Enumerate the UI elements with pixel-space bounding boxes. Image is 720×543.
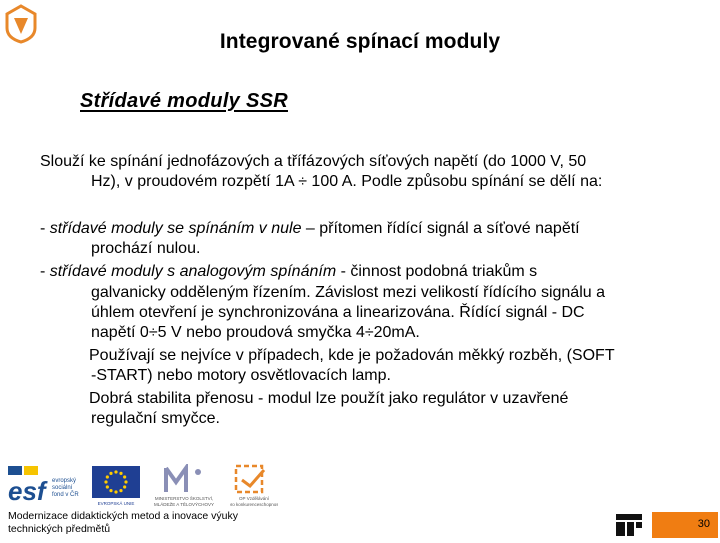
eu-flag-caption: EVROPSKÁ UNIE bbox=[97, 501, 135, 506]
esf-logo-sub-2: sociální bbox=[52, 485, 73, 491]
eu-star-icon bbox=[104, 480, 107, 483]
paragraph-stability-line-1: Dobrá stabilita přenosu - modul lze použít jako regulátor v uzavřené bbox=[89, 390, 569, 407]
eu-star-icon bbox=[106, 485, 109, 488]
list-item-analog-line-3: úhlem otevření je synchronizována a linearizována. Řídící signál - DC bbox=[91, 304, 585, 321]
section-heading: Střídavé moduly SSR bbox=[80, 90, 288, 112]
footer-text-line-2: technických předmětů bbox=[8, 523, 111, 535]
list-item-term: střídavé moduly s analogovým spínáním bbox=[49, 263, 337, 280]
eu-star-icon bbox=[119, 489, 122, 492]
eu-star-icon bbox=[124, 480, 127, 483]
footer-text-line-1: Modernizace didaktických metod a inovace výuky bbox=[8, 510, 238, 522]
eu-star-icon bbox=[119, 472, 122, 475]
list-item-term: střídavé moduly se spínáním v nule bbox=[49, 220, 302, 237]
paragraph-usage-line-2: -START) nebo motory osvětlovacích lamp. bbox=[91, 367, 391, 384]
esf-logo-sub-1: evropský bbox=[52, 478, 77, 484]
esf-logo-text: esf bbox=[8, 476, 46, 506]
eu-star-icon bbox=[114, 490, 117, 493]
school-mark-icon bbox=[614, 512, 644, 538]
list-item-description: – přítomen řídící signál a síťové napětí bbox=[301, 220, 580, 237]
list-dash: - bbox=[40, 263, 50, 280]
list-item-zero-crossing-line-2: prochází nulou. bbox=[91, 240, 201, 257]
intro-line-1: Slouží ke spínání jednofázových a třífázových síťových napětí (do 1000 V, 50 bbox=[40, 153, 587, 170]
page-title: Integrované spínací moduly bbox=[219, 30, 501, 53]
eu-star-icon bbox=[114, 470, 117, 473]
op-vk-caption-1: OP Vzdělávání bbox=[239, 496, 269, 501]
msmt-caption-1: MINISTERSTVO ŠKOLSTVÍ, bbox=[154, 496, 214, 501]
op-vk-caption-2: pro konkurenceschopnost bbox=[230, 502, 278, 507]
msmt-logo bbox=[140, 464, 228, 508]
footer-project-text bbox=[8, 510, 238, 536]
eu-star-icon bbox=[123, 485, 126, 488]
op-vk-logo bbox=[230, 464, 278, 508]
list-item-analog-line-2: galvanicky odděleným řízením. Závislost mezi velikostí řídícího signálu a bbox=[91, 284, 605, 301]
eu-star-icon bbox=[123, 475, 126, 478]
eu-star-icon bbox=[109, 472, 112, 475]
paragraph-usage-line-1: Používají se nejvíce v případech, kde je požadován měkký rozběh, (SOFT bbox=[89, 347, 615, 364]
eu-star-icon bbox=[109, 489, 112, 492]
intro-line-2: Hz), v proudovém rozpětí 1A ÷ 100 A. Podle způsobu spínání se dělí na: bbox=[91, 173, 603, 190]
page-number: 30 bbox=[697, 518, 710, 530]
list-item-description: - činnost podobná triakům s bbox=[336, 263, 538, 280]
paragraph-stability-line-2: regulační smyčce. bbox=[91, 410, 220, 427]
eu-star-icon bbox=[106, 475, 109, 478]
list-dash: - bbox=[40, 220, 50, 237]
msmt-caption-2: MLÁDEŽE A TĚLOVÝCHOVY bbox=[154, 502, 214, 507]
list-item-analog bbox=[40, 262, 537, 283]
list-item-zero-crossing bbox=[40, 219, 580, 240]
esf-logo bbox=[8, 466, 86, 506]
list-item-analog-line-4: napětí 0÷5 V nebo proudová smyčka 4÷20mA. bbox=[91, 324, 420, 341]
eu-flag-logo bbox=[92, 466, 140, 506]
esf-logo-sub-3: fond v ČR bbox=[52, 492, 79, 498]
